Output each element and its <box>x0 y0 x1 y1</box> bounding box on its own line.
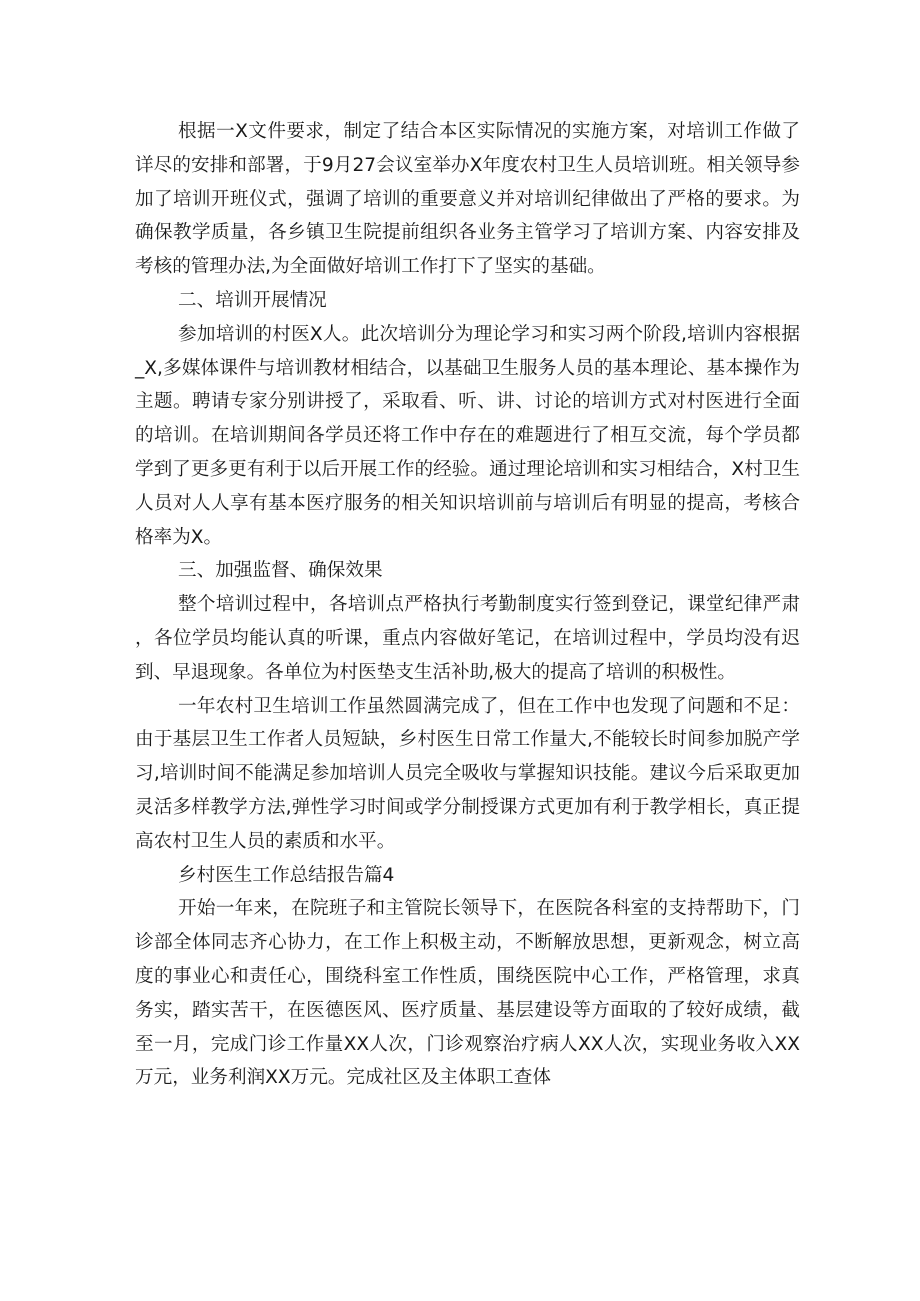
paragraph-outpatient-summary: 开始一年来，在院班子和主管院长领导下，在医院各科室的支持帮助下，门诊部全体同志齐心协力，在工作上积极主动，不断解放思想，更新观念，树立高度的事业心和责任心，围绕科室工作性质，围绕医院中心工作，严格管理，求真务实，踏实苦干，在医德医风、医疗质量、基层建设等方面取的了较好成绩，截至一月，完成门诊工作量XX人次，门诊观察治疗病人XX人次，实现业务收入XX万元，业务利润XX万元。完成社区及主体职工查体 <box>135 898 800 1089</box>
paragraph-training-content: 参加培训的村医X人。此次培训分为理论学习和实习两个阶段,培训内容根据_X,多媒体课件与培训教材相结合，以基础卫生服务人员的基本理论、基本操作为主题。聘请专家分别讲授了，采取看、听、讲、讨论的培训方式对村医进行全面的培训。在培训期间各学员还将工作中存在的难题进行了相互交流，每个学员都学到了更多更有利于以后开展工作的经验。通过理论培训和实习相结合，X村卫生人员对人人享有基本医疗服务的相关知识培训前与培训后有明显的提高，考核合格率为X。 <box>135 323 800 548</box>
section-heading-training-progress: 二、培训开展情况 <box>178 289 327 311</box>
paragraph-attendance: 整个培训过程中，各培训点严格执行考勤制度实行签到登记，课堂纪律严肃，各位学员均能认真的听课，重点内容做好笔记，在培训过程中，学员均没有迟到、早退现象。各单位为村医垫支生活补助,极大的提高了培训的积极性。 <box>135 594 800 683</box>
document-body <box>135 115 800 1095</box>
section-heading-supervision: 三、加强监督、确保效果 <box>178 560 383 582</box>
paragraph-implementation-plan: 根据一X文件要求，制定了结合本区实际情况的实施方案，对培训工作做了详尽的安排和部署，于9月27会议室举办X年度农村卫生人员培训班。相关领导参加了培训开班仪式，强调了培训的重要意义并对培训纪律做出了严格的要求。为确保教学质量，各乡镇卫生院提前组织各业务主管学习了培训方案、内容安排及考核的管理办法,为全面做好培训工作打下了坚实的基础。 <box>135 121 800 278</box>
report-heading-part-4: 乡村医生工作总结报告篇4 <box>178 864 395 886</box>
paragraph-problems-suggestions: 一年农村卫生培训工作虽然圆满完成了，但在工作中也发现了问题和不足：由于基层卫生工作者人员短缺，乡村医生日常工作量大,不能较长时间参加脱产学习,培训时间不能满足参加培训人员完全吸收与掌握知识技能。建议今后采取更加灵活多样教学方法,弹性学习时间或学分制授课方式更加有利于教学相长，真正提高农村卫生人员的素质和水平。 <box>135 695 800 852</box>
